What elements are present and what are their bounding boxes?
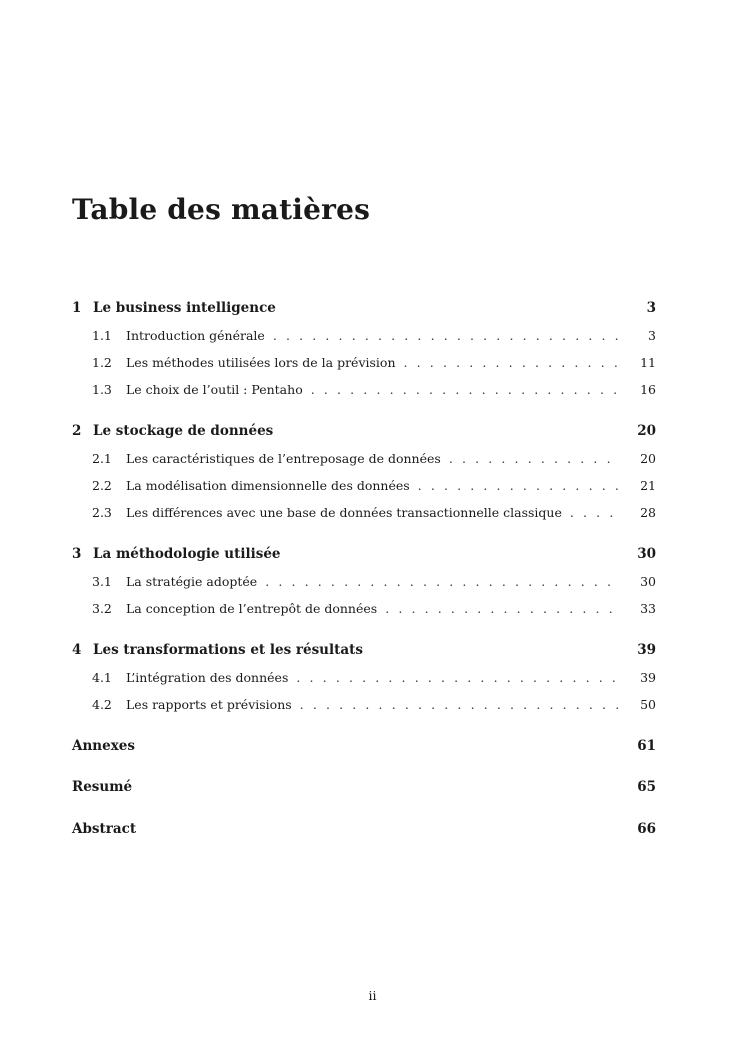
chapter-number: 3 <box>72 546 82 562</box>
section-title: La conception de l’entrepôt de données <box>126 601 378 616</box>
section-page: 3 <box>648 328 656 343</box>
section-number: 2.3 <box>92 505 112 520</box>
chapter-title: Le business intelligence <box>93 300 276 316</box>
section-number: 2.2 <box>92 478 112 493</box>
section-number: 3.2 <box>92 601 112 616</box>
chapter-page: 39 <box>637 642 656 658</box>
section-title: Les rapports et prévisions <box>126 697 292 712</box>
chapter-title: Le stockage de données <box>93 423 274 439</box>
dot-leader <box>570 505 618 520</box>
dot-leader <box>404 355 619 370</box>
toc-section[interactable] <box>72 601 656 616</box>
section-page: 39 <box>640 670 656 685</box>
chapter-title: La méthodologie utilisée <box>93 546 281 562</box>
toc-title: Table des matières <box>72 193 371 226</box>
toc-resume[interactable] <box>72 779 656 795</box>
section-title: L’intégration des données <box>126 670 289 685</box>
annexes-title: Annexes <box>72 738 135 754</box>
dot-leader <box>449 451 618 466</box>
abstract-title: Abstract <box>72 821 137 837</box>
section-page: 33 <box>640 601 656 616</box>
toc-abstract[interactable] <box>72 821 656 837</box>
chapter-page: 30 <box>637 546 656 562</box>
dot-leader <box>296 670 618 685</box>
chapter-title: Les transformations et les résultats <box>93 642 363 658</box>
chapter-page: 3 <box>646 300 656 316</box>
section-page: 21 <box>640 478 656 493</box>
section-title: Introduction générale <box>126 328 265 343</box>
resume-title: Resumé <box>72 779 133 795</box>
section-number: 1.3 <box>92 382 112 397</box>
page-number: ii <box>368 988 377 1003</box>
section-title: La modélisation dimensionnelle des données <box>126 478 410 493</box>
section-title: Les méthodes utilisées lors de la prévision <box>126 355 396 370</box>
chapter-number: 4 <box>72 642 82 658</box>
toc-section[interactable] <box>72 670 656 685</box>
dot-leader <box>300 697 618 712</box>
section-number: 1.1 <box>92 328 112 343</box>
section-page: 16 <box>640 382 656 397</box>
section-number: 2.1 <box>92 451 112 466</box>
section-page: 11 <box>640 355 656 370</box>
toc-section[interactable] <box>72 478 656 493</box>
section-title: Les caractéristiques de l’entreposage de données <box>126 451 441 466</box>
section-title: Le choix de l’outil : Pentaho <box>126 382 303 397</box>
toc-chapter[interactable] <box>72 423 656 439</box>
toc-section[interactable] <box>72 574 656 589</box>
section-number: 3.1 <box>92 574 112 589</box>
toc-chapter[interactable] <box>72 300 656 316</box>
toc-section[interactable] <box>72 328 656 343</box>
dot-leader <box>418 478 618 493</box>
dot-leader <box>311 382 618 397</box>
annexes-page: 61 <box>637 738 656 754</box>
section-page: 50 <box>640 697 656 712</box>
section-number: 4.1 <box>92 670 112 685</box>
chapter-number: 1 <box>72 300 82 316</box>
toc-chapter[interactable] <box>72 642 656 658</box>
chapter-number: 2 <box>72 423 82 439</box>
section-page: 28 <box>640 505 656 520</box>
section-title: La stratégie adoptée <box>126 574 258 589</box>
abstract-page: 66 <box>637 821 656 837</box>
toc-section[interactable] <box>72 382 656 397</box>
section-page: 20 <box>640 451 656 466</box>
section-number: 1.2 <box>92 355 112 370</box>
dot-leader <box>385 601 618 616</box>
toc-section[interactable] <box>72 451 656 466</box>
dot-leader <box>265 574 618 589</box>
toc-annexes[interactable] <box>72 738 656 754</box>
toc-section[interactable] <box>72 505 656 520</box>
dot-leader <box>273 328 618 343</box>
toc-section[interactable] <box>72 355 656 370</box>
section-title: Les différences avec une base de données transactionnelle classique <box>126 505 562 520</box>
toc-section[interactable] <box>72 697 656 712</box>
resume-page: 65 <box>637 779 656 795</box>
section-page: 30 <box>640 574 656 589</box>
chapter-page: 20 <box>637 423 656 439</box>
toc-chapter[interactable] <box>72 546 656 562</box>
section-number: 4.2 <box>92 697 112 712</box>
